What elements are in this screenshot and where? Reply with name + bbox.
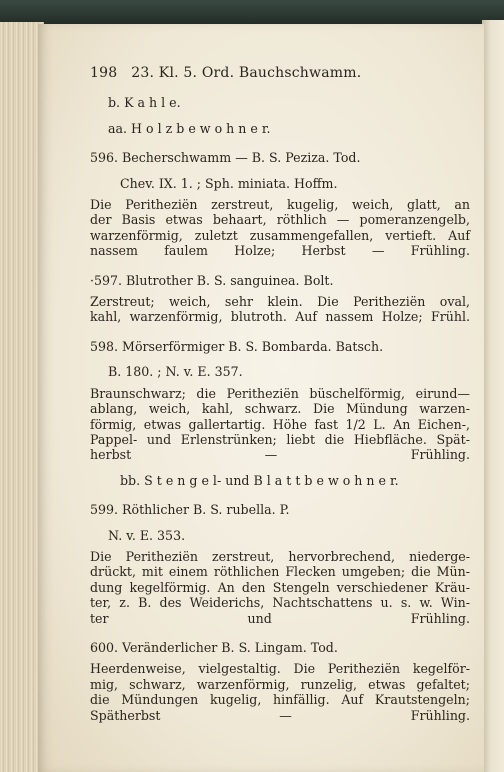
- species-entry: 599. Röthlicher B. S. rubella. P.: [90, 502, 290, 518]
- reference-line: B. 180. ; N. v. E. 357.: [108, 364, 243, 380]
- text-line: warzenförmig, zuletzt zusammengefallen, vertieft. Auf: [90, 227, 470, 243]
- page-number: 198: [90, 65, 118, 81]
- text-line: Pappel- und Erlenstrünken; liebt die Hiebfläche. Spät-: [90, 431, 470, 447]
- paragraph: [90, 386, 470, 463]
- text-line: ter und Frühling.: [90, 610, 470, 626]
- text-line: mig, schwarz, warzenförmig, runzelig, etwas gefaltet;: [90, 676, 470, 692]
- section-subhead: bb. S t e n g e l- und B l a t t b e w o h n e r.: [120, 472, 399, 488]
- section-subhead: b. K a h l e.: [108, 95, 181, 111]
- text-line: kahl, warzenförmig, blutroth. Auf nassem Holze; Frühl.: [90, 309, 470, 325]
- species-entry: 600. Veränderlicher B. S. Lingam. Tod.: [90, 639, 338, 655]
- reference-line: Chev. IX. 1. ; Sph. miniata. Hoffm.: [120, 175, 338, 191]
- page-text: [90, 66, 470, 723]
- paragraph: [90, 661, 470, 723]
- text-line: nassem faulem Holze; Herbst — Frühling.: [90, 243, 470, 259]
- text-line: drückt, mit einem röthlichen Flecken umgeben; die Mün-: [90, 564, 470, 580]
- paragraph: [90, 197, 470, 259]
- text-line: Spätherbst — Frühling.: [90, 707, 470, 723]
- text-line: ablang, weich, kahl, schwarz. Die Mündung warzen-: [90, 401, 470, 417]
- text-line: Heerdenweise, vielgestaltig. Die Peritheziën kegelför-: [90, 661, 470, 677]
- text-line: Braunschwarz; die Peritheziën büschelförmig, eirund—: [90, 385, 470, 401]
- text-line: förmig, etwas gallertartig. Höhe fast 1/2 L. An Eichen-,: [90, 416, 470, 432]
- reference-line: N. v. E. 353.: [108, 527, 186, 543]
- species-entry: ·597. Blutrother B. S. sanguinea. Bolt.: [90, 272, 334, 288]
- text-line: die Mündungen kugelig, hinfällig. Auf Krautstengeln;: [90, 692, 470, 708]
- text-line: herbst — Frühling.: [90, 447, 470, 463]
- text-line: der Basis etwas behaart, röthlich — pomeranzengelb,: [90, 212, 470, 228]
- text-line: dung kegelförmig. An den Stengeln verschiedener Kräu-: [90, 579, 470, 595]
- page-edge-right: [482, 20, 504, 772]
- section-subhead: aa. H o l z b e w o h n e r.: [108, 120, 271, 136]
- species-entry: 598. Mörserförmiger B. S. Bombarda. Batsch.: [90, 338, 384, 354]
- text-line: Die Peritheziën zerstreut, hervorbrechend, niederge-: [90, 548, 470, 564]
- paragraph: [90, 294, 470, 325]
- paragraph: [90, 549, 470, 626]
- text-line: ter, z. B. des Weiderichs, Nachtschattens u. s. w. Win-: [90, 595, 470, 611]
- text-line: Zerstreut; weich, sehr klein. Die Peritheziën oval,: [90, 294, 470, 310]
- species-entry: 596. Becherschwamm — B. S. Peziza. Tod.: [90, 150, 361, 166]
- running-title: 23. Kl. 5. Ord. Bauchschwamm.: [131, 65, 362, 81]
- page-body: [90, 95, 470, 723]
- text-line: Die Peritheziën zerstreut, kugelig, weich, glatt, an: [90, 197, 470, 213]
- running-header: [90, 66, 470, 81]
